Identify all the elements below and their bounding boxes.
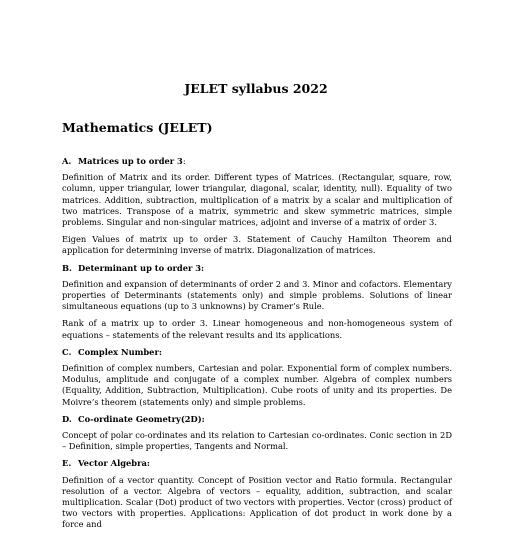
section-paragraph: Definition and expansion of determinants of order 2 and 3. Minor and cofactors. Elementary properties of Determinants (statements only) and simple problems. Solutions of linear simultaneous equations (up to 3 unknowns) by Cramer’s Rule.: [62, 278, 452, 312]
syllabus-content: [62, 156, 452, 537]
section-heading: Matrices up to order 3: [78, 156, 183, 166]
section-heading: Co-ordinate Geometry(2D):: [78, 413, 205, 424]
section-paragraph: Definition of Matrix and its order. Different types of Matrices. (Rectangular, square, row, column, upper triangular, lower triangular, diagonal, scalar, identity, null). Equality of two matrices. Addition, subtraction, multiplication of a matrix by a scalar and multiplication of two matrices. Transpose of a matrix, symmetric and skew symmetric matrices, simple problems. Singular and non-singular matrices, adjoint and inverse of a matrix of order 3.: [62, 172, 452, 228]
section-paragraph: Eigen Values of matrix up to order 3. Statement of Cauchy Hamilton Theorem and application for determining inverse of matrix. Diagonalization of matrices.: [62, 234, 452, 256]
section-paragraph: Definition of a vector quantity. Concept of Position vector and Ratio formula. Rectangular resolution of a vector. Algebra of vectors – equality, addition, subtraction, and scalar multiplication. Scalar (Dot) product of two vectors with properties. Vector (cross) product of two vectors with properties. Applications: Application of dot product in work done by a force and: [62, 474, 452, 530]
section-heading: Determinant up to order 3:: [78, 262, 205, 273]
page-title: JELET syllabus 2022: [184, 81, 328, 96]
subject-heading: Mathematics (JELET): [62, 120, 213, 135]
section-letter: E.: [62, 458, 72, 469]
section-c: [62, 347, 452, 408]
section-letter: B.: [62, 262, 72, 273]
section-letter: D.: [62, 413, 72, 424]
section-paragraph: Rank of a matrix up to order 3. Linear homogeneous and non-homogeneous system of equations – statements of the relevant results and its applications.: [62, 318, 452, 340]
section-heading: Vector Algebra:: [78, 458, 150, 469]
section-letter: C.: [62, 346, 72, 357]
section-e: [62, 458, 452, 530]
section-heading-suffix: :: [182, 156, 186, 166]
section-letter: A.: [62, 156, 72, 166]
section-heading: Complex Number:: [78, 346, 162, 357]
section-d: [62, 414, 452, 453]
section-b: [62, 263, 452, 341]
section-paragraph: Definition of complex numbers, Cartesian and polar. Exponential form of complex numbers. Modulus, amplitude and conjugate of a complex number. Algebra of complex numbers (Equality, Addition, Subtraction, Multiplication). Cube roots of unity and its properties. De Moivre’s theorem (statements only) and simple problems.: [62, 363, 452, 407]
section-a: [62, 156, 452, 257]
section-paragraph: Concept of polar co-ordinates and its relation to Cartesian co-ordinates. Conic section in 2D – Definition, simple properties, Tangents and Normal.: [62, 430, 452, 452]
